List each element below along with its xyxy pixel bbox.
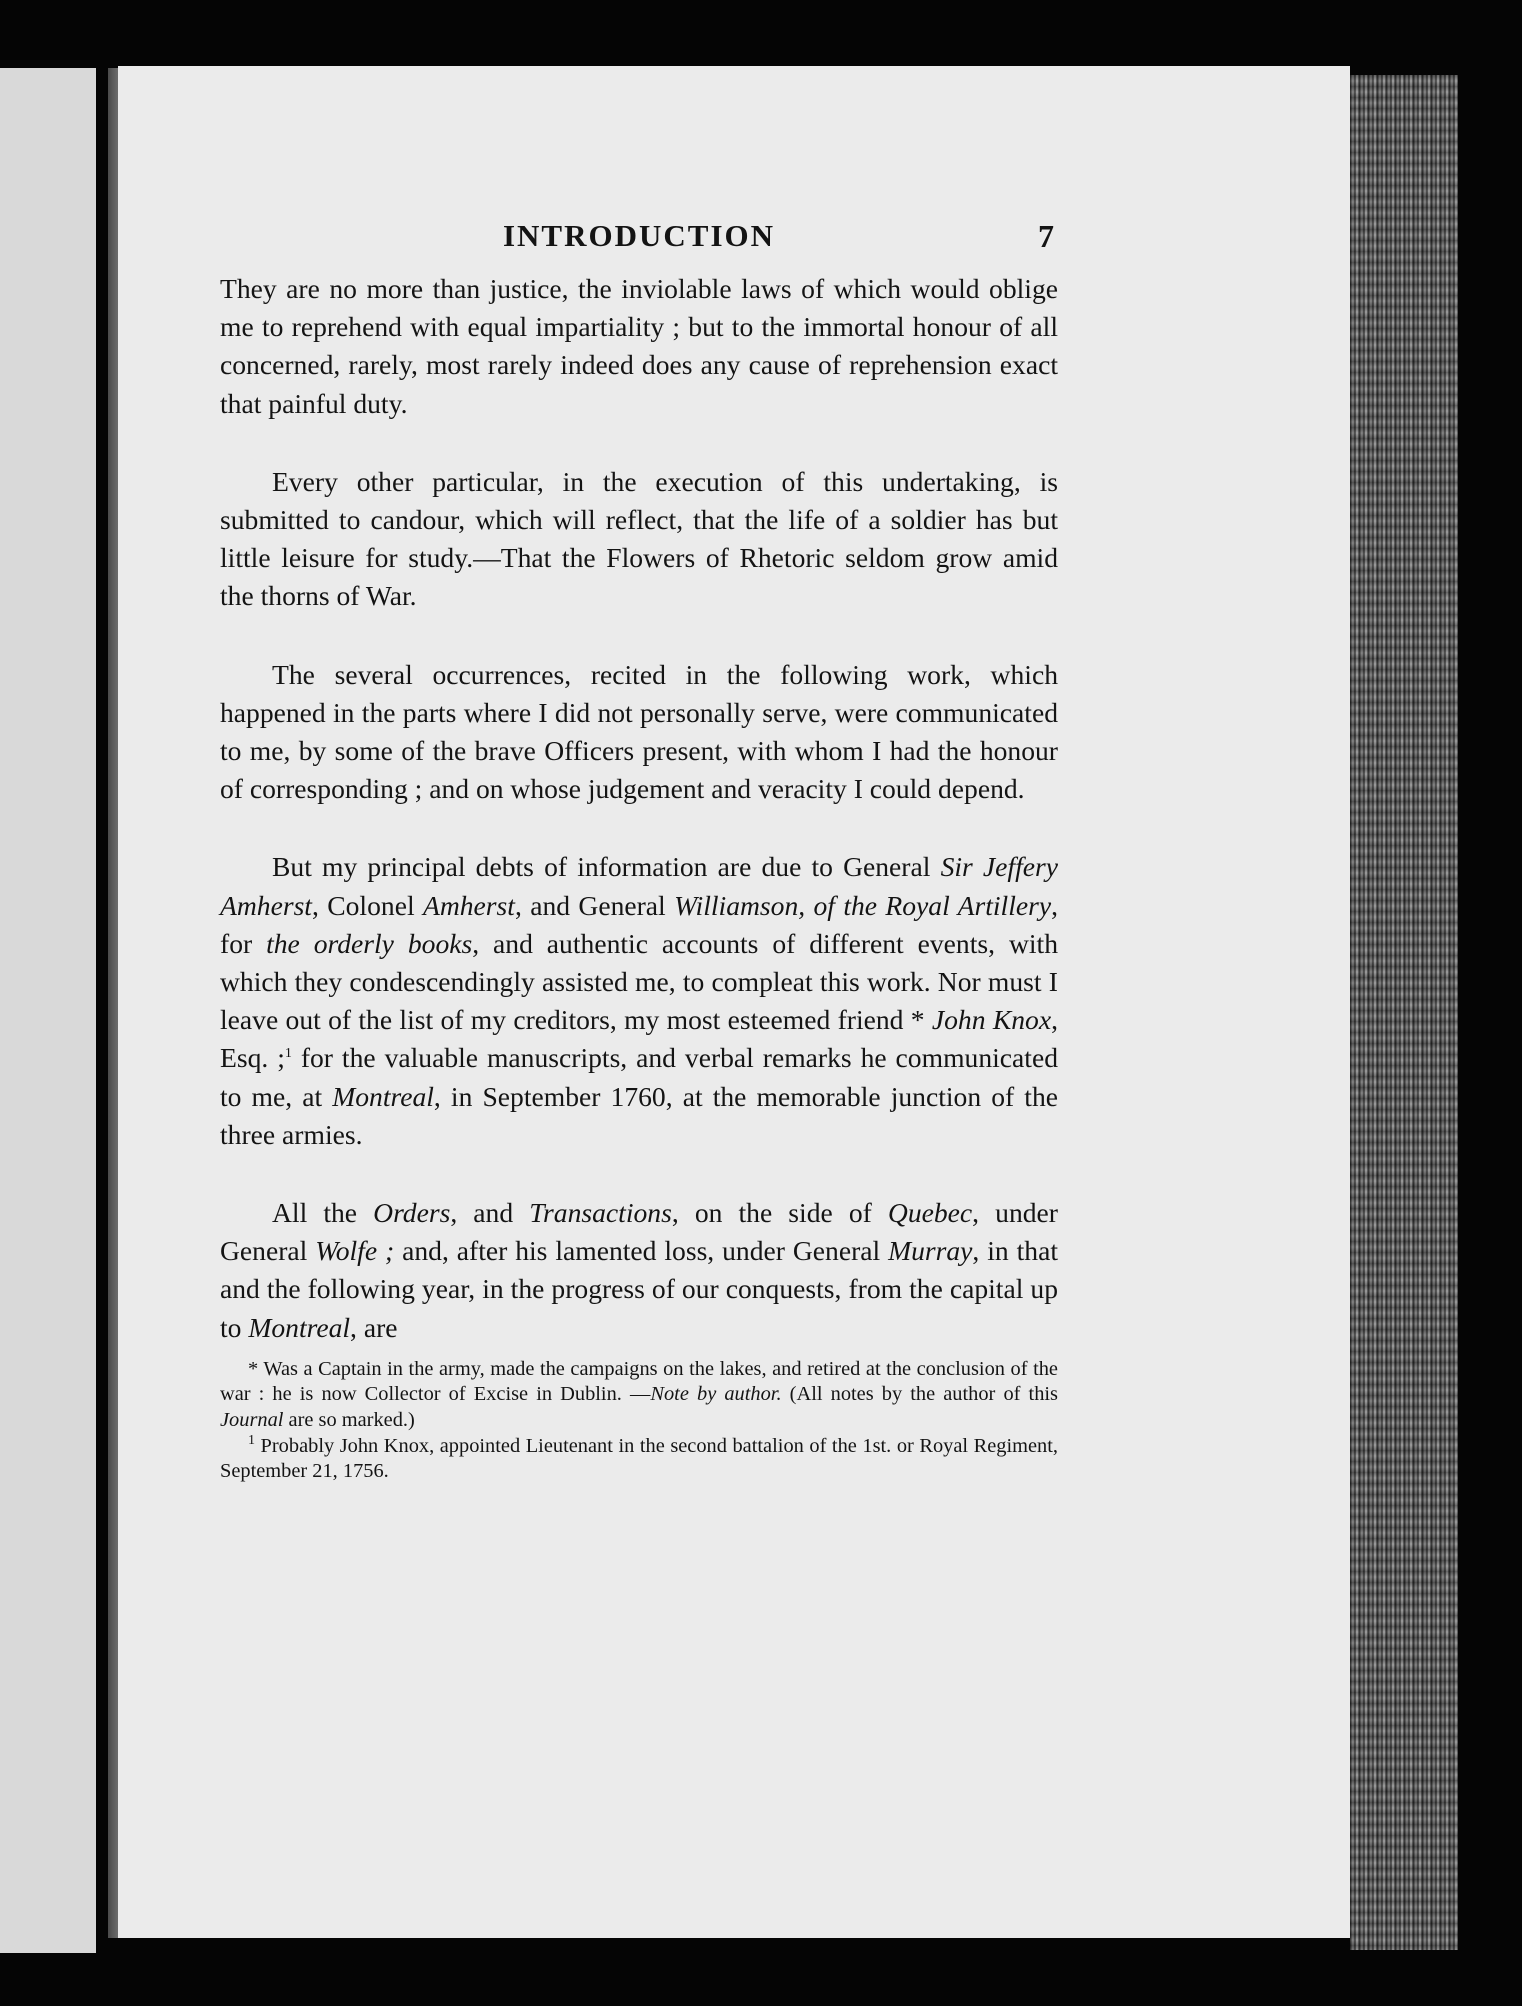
- footnotes: [220, 1357, 1058, 1485]
- paragraph-4: But my principal debts of information are due to General Sir Jeffery Amherst, Colonel Amherst, and General Williamson, of the Royal Artillery, for the orderly books, and authentic accounts of different events, with which they condescendingly assisted me, to compleat this work. Nor must I leave out of the list of my creditors, my most esteemed friend * John Knox, Esq. ;$^1$ for the valuable manuscripts, and verbal remarks he communicated to me, at Montreal, in September 1760, at the memorable junction of the three armies.: [220, 851, 1058, 1150]
- running-head: [220, 218, 1058, 270]
- paragraph-1: They are no more than justice, the inviolable laws of which would oblige me to reprehend with equal impartiality ; but to the immortal honour of all concerned, rarely, most rarely indeed does any cause of reprehension exact that painful duty.: [220, 273, 1058, 419]
- paragraph-3: The several occurrences, recited in the following work, which happened in the parts where I did not personally serve, were communicated to me, by some of the brave Officers present, with whom I had the honour of corresponding ; and on whose judgement and veracity I could depend.: [220, 658, 1058, 805]
- page-text: [220, 218, 1058, 1485]
- footnote-1: $^1$ Probably John Knox, appointed Lieutenant in the second battalion of the 1st. or Royal Regiment, September 21, 1756.: [220, 1432, 1058, 1483]
- footnote-ref-1: 1: [284, 1046, 292, 1062]
- page-stack-edge: [1350, 75, 1458, 1950]
- page-number: 7: [1038, 218, 1054, 254]
- paragraph-5: All the Orders, and Transactions, on the side of Quebec, under General Wolfe ; and, after his lamented loss, under General Murray, in that and the following year, in the progress of our conquests, from the capital up to Montreal, are: [220, 1197, 1058, 1343]
- running-title: INTRODUCTION: [502, 218, 776, 253]
- footnote-author: * Was a Captain in the army, made the campaigns on the lakes, and retired at the conclusion of the war : he is now Collector of Excise in Dublin. —Note by author. (All notes by the author of this Journal are so marked.): [220, 1357, 1058, 1432]
- paragraph-2: Every other particular, in the execution of this undertaking, is submitted to candour, which will reflect, that the life of a soldier has but little leisure for study.—That the Flowers of Rhetoric seldom grow amid the thorns of War.: [220, 465, 1058, 612]
- facing-page-edge: [0, 68, 96, 1953]
